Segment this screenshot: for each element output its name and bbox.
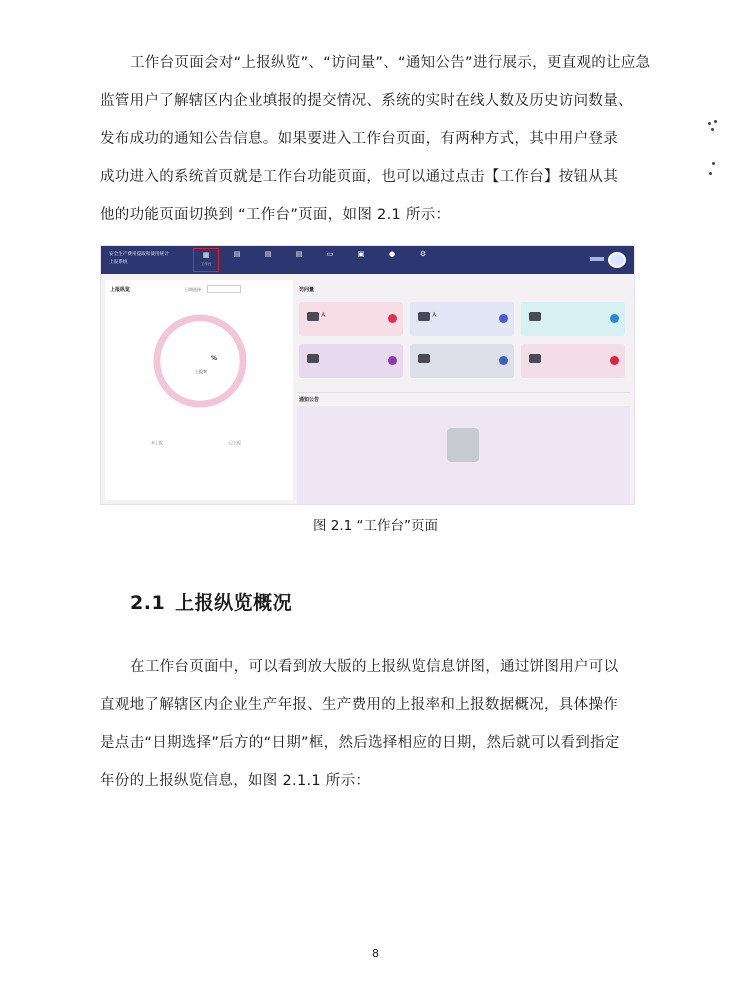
paragraph-line: 发布成功的通知公告信息。如果要进入工作台页面，有两种方式，其中用户登录 [100, 131, 618, 147]
monitor-icon: ▭ [326, 250, 334, 258]
gear-icon: ⚙ [419, 250, 427, 258]
nav-item-1[interactable] [224, 248, 250, 272]
paragraph-line: 是点击“日期选择”后方的“日期”框，然后选择相应的日期，然后就可以看到指定 [100, 735, 620, 751]
user-name [590, 257, 604, 261]
paragraph-line: 监管用户了解辖区内企业填报的提交情况、系统的实时在线人数及历史访问数量、 [100, 93, 633, 109]
paragraph-line: 他的功能页面切换到 “工作台”页面，如图 2.1 所示： [100, 207, 451, 223]
visits-title: 访问量 [299, 287, 315, 293]
visit-card [521, 302, 625, 336]
visit-card [299, 302, 403, 336]
nav-item-5[interactable] [348, 248, 374, 272]
not-reported-label: 未上报 [151, 440, 163, 445]
card-icon [418, 312, 430, 321]
card-badge-icon [388, 356, 397, 365]
reported-label: 已上报 [229, 440, 241, 445]
card-badge-icon [388, 314, 397, 323]
right-panel [297, 280, 630, 500]
visit-card [299, 344, 403, 378]
section-heading [130, 588, 292, 615]
scan-marks [706, 118, 726, 188]
card-value: 人 [432, 313, 437, 318]
visit-card [410, 344, 514, 378]
paragraph-line: 在工作台页面中，可以看到放大版的上报纵览信息饼图，通过饼图用户可以 [130, 659, 619, 675]
figure-caption: 图 2.1 “工作台”页面 [312, 518, 439, 534]
card-icon [418, 354, 430, 363]
nav-item-2[interactable] [255, 248, 281, 272]
card-icon [529, 312, 541, 321]
intro-paragraph [100, 44, 660, 234]
notice-divider [297, 392, 630, 393]
card-badge-icon [499, 356, 508, 365]
card-badge-icon [499, 314, 508, 323]
notice-area [297, 406, 630, 505]
date-select-label: 日期选择 [185, 287, 201, 292]
card-badge-icon [610, 356, 619, 365]
pie-center [169, 330, 232, 393]
paragraph-line: 年份的上报纵览信息，如图 2.1.1 所示： [100, 773, 371, 789]
scan-dot [712, 162, 715, 165]
scan-dot [714, 120, 717, 123]
card-value: 人 [321, 313, 326, 318]
doc-icon: ▤ [233, 250, 241, 258]
doc-icon: ▤ [264, 250, 272, 258]
report-stats [143, 430, 273, 450]
report-rate-pie [151, 312, 249, 410]
visit-card [410, 302, 514, 336]
overview-paragraph [100, 648, 660, 800]
user-avatar[interactable] [608, 252, 626, 268]
notice-title: 通知公告 [299, 397, 320, 403]
grid-icon: ▦ [202, 251, 210, 259]
paragraph-line: 工作台页面会对“上报纵览”、“访问量”、“通知公告”进行展示，更直观的让应急 [130, 55, 651, 71]
page-number: 8 [372, 947, 379, 960]
pie-label: 上报率 [195, 369, 207, 374]
nav-item-6[interactable] [379, 248, 405, 272]
section-title: 上报纵览概况 [175, 592, 293, 614]
paragraph-line: 成功进入的系统首页就是工作台功能页面，也可以通过点击【工作台】按钮从其 [100, 169, 618, 185]
card-icon [529, 354, 541, 363]
pie-percent: % [211, 355, 218, 362]
scan-dot [711, 128, 714, 131]
section-number: 2.1 [130, 592, 166, 614]
card-icon [307, 312, 319, 321]
print-icon: ▣ [357, 250, 365, 258]
app-topbar [101, 246, 634, 274]
nav-item-label: 工作台 [200, 262, 212, 266]
nav-item-7[interactable] [410, 248, 436, 272]
overview-panel [105, 280, 293, 500]
workbench-screenshot-figure [100, 245, 635, 505]
nav-item-workbench[interactable] [193, 248, 219, 272]
scan-dot [709, 172, 712, 175]
date-input[interactable] [207, 285, 241, 293]
help-icon: ● [388, 250, 396, 258]
nav-item-4[interactable] [317, 248, 343, 272]
empty-state-image [447, 428, 479, 462]
card-icon [307, 354, 319, 363]
visit-card [521, 344, 625, 378]
paragraph-line: 直观地了解辖区内企业生产年报、生产费用的上报率和上报数据概况，具体操作 [100, 697, 618, 713]
app-title: 安全生产费用提取和使用统计 上报系统 [109, 252, 169, 265]
card-badge-icon [610, 314, 619, 323]
scan-dot [708, 122, 711, 125]
overview-title: 上报纵览 [110, 287, 131, 293]
doc-icon: ▤ [295, 250, 303, 258]
nav-item-3[interactable] [286, 248, 312, 272]
